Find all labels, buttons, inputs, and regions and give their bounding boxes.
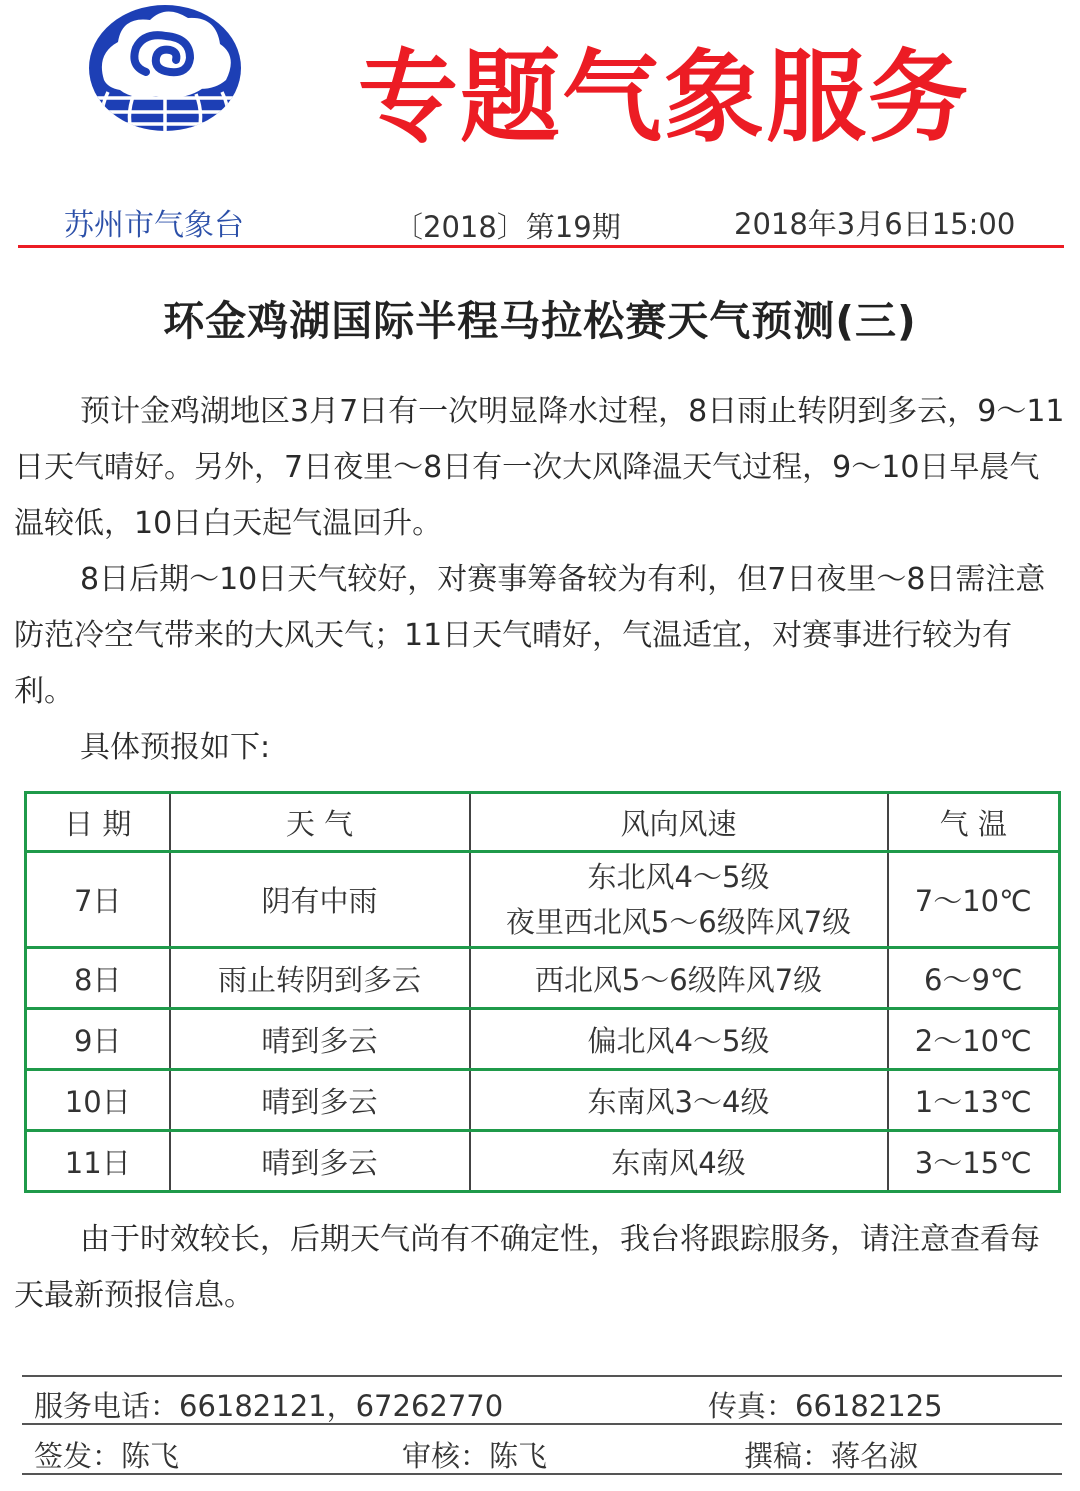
paragraph-disclaimer: 由于时效较长，后期天气尚有不确定性，我台将跟踪服务，请注意查看每天最新预报信息。 — [14, 1222, 1040, 1313]
cell-wind: 东南风3～4级 — [470, 1070, 888, 1131]
cell-weather: 晴到多云 — [170, 1070, 470, 1131]
cell-wind: 东南风4级 — [470, 1131, 888, 1192]
service-title: 专题气象服务 — [358, 39, 970, 156]
cell-date: 7日 — [26, 852, 170, 948]
header-weather: 天 气 — [170, 793, 470, 852]
footer-divider — [22, 1375, 1062, 1377]
table-row — [26, 1070, 1060, 1131]
footer-divider — [22, 1423, 1062, 1425]
fax-number: 传真：66182125 — [708, 1389, 943, 1423]
drafter: 撰稿：蒋名淑 — [744, 1439, 919, 1473]
wind-line: 夜里西北风5～6级阵风7级 — [505, 904, 852, 939]
cell-wind: 偏北风4～5级 — [470, 1009, 888, 1070]
cell-date: 9日 — [26, 1009, 170, 1070]
reviewer: 审核：陈飞 — [402, 1439, 548, 1473]
cell-weather: 阴有中雨 — [170, 852, 470, 948]
cell-temperature: 6～9℃ — [888, 948, 1060, 1009]
header-divider — [18, 245, 1064, 248]
cell-temperature: 3～15℃ — [888, 1131, 1060, 1192]
table-row — [26, 1009, 1060, 1070]
cell-date: 11日 — [26, 1131, 170, 1192]
signer: 签发：陈飞 — [34, 1439, 180, 1473]
cell-wind — [470, 852, 888, 948]
header-wind: 风向风速 — [470, 793, 888, 852]
table-row — [26, 948, 1060, 1009]
service-phone: 服务电话：66182121，67262770 — [34, 1389, 504, 1423]
issue-number: 〔2018〕第19期 — [394, 210, 621, 244]
paragraph-intro-table: 具体预报如下: — [80, 730, 271, 765]
table-row — [26, 852, 1060, 948]
cell-date: 10日 — [26, 1070, 170, 1131]
cell-weather: 雨止转阴到多云 — [170, 948, 470, 1009]
cell-temperature: 7～10℃ — [888, 852, 1060, 948]
header-temperature: 气 温 — [888, 793, 1060, 852]
cell-wind: 西北风5～6级阵风7级 — [470, 948, 888, 1009]
cell-temperature: 2～10℃ — [888, 1009, 1060, 1070]
wind-line: 东北风4～5级 — [587, 859, 770, 894]
table-row — [26, 1131, 1060, 1192]
footer-divider — [22, 1473, 1062, 1475]
document-title: 环金鸡湖国际半程马拉松赛天气预测(三) — [163, 297, 917, 345]
cell-weather: 晴到多云 — [170, 1009, 470, 1070]
cell-temperature: 1～13℃ — [888, 1070, 1060, 1131]
header-date: 日 期 — [26, 793, 170, 852]
paragraph-overview: 预计金鸡湖地区3月7日有一次明显降水过程，8日雨止转阴到多云，9～11日天气晴好。另外，7日夜里～8日有一次大风降温天气过程，9～10日早晨气温较低，10日白天起气温回升。 — [14, 394, 1065, 541]
paragraph-impact: 8日后期～10日天气较好，对赛事筹备较为有利，但7日夜里～8日需注意防范冷空气带来的大风天气；11日天气晴好，气温适宜，对赛事进行较为有利。 — [14, 562, 1046, 709]
cma-globe-cloud-logo-icon — [86, 2, 244, 134]
cell-date: 8日 — [26, 948, 170, 1009]
forecast-table — [24, 791, 1061, 1193]
issuing-organization: 苏州市气象台 — [64, 208, 244, 243]
cell-weather: 晴到多云 — [170, 1131, 470, 1192]
issue-datetime: 2018年3月6日15:00 — [734, 207, 1016, 241]
table-header-row — [26, 793, 1060, 852]
